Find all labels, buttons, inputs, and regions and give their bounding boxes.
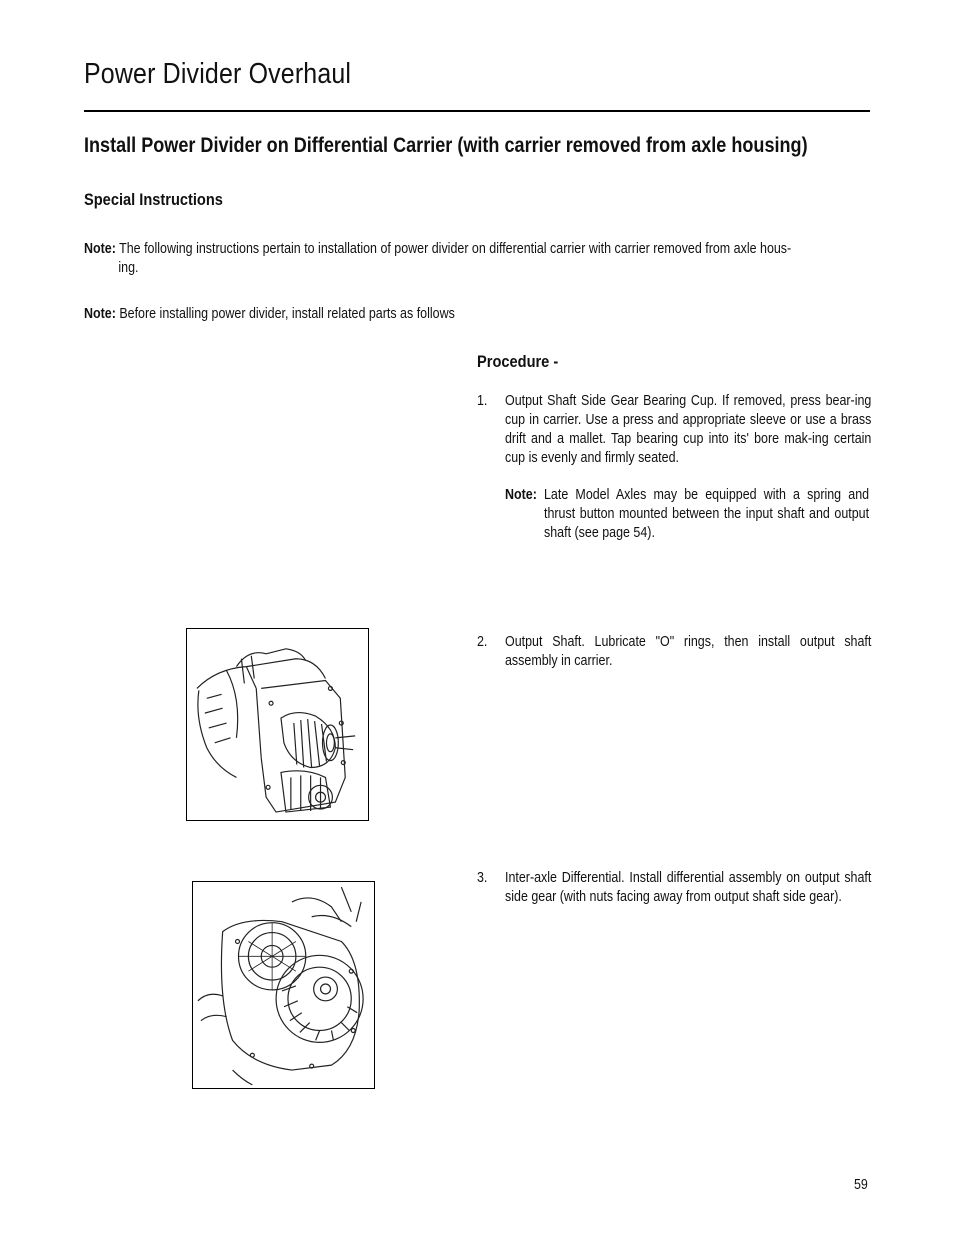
step-text: Output Shaft. Lubricate "O" rings, then install output shaft assembly in carrier. bbox=[505, 634, 872, 669]
note-related-parts bbox=[84, 305, 870, 324]
note-text: Late Model Axles may be equipped with a spring and thrust button mounted between the input shaft and output shaft (see page 54). bbox=[544, 487, 870, 541]
page-title: Power Divider Overhaul bbox=[84, 58, 352, 90]
step-number: 3. bbox=[477, 870, 488, 886]
procedure-step-3 bbox=[477, 869, 870, 929]
inter-axle-differential-illustration bbox=[192, 881, 375, 1089]
output-shaft-drawing bbox=[187, 629, 368, 820]
procedure-step-2 bbox=[477, 633, 870, 673]
note-text-continued: ing. bbox=[118, 260, 139, 276]
page-number: 59 bbox=[854, 1177, 868, 1193]
special-instructions-heading: Special Instructions bbox=[84, 190, 223, 209]
step-number: 2. bbox=[477, 634, 488, 650]
output-shaft-illustration bbox=[186, 628, 369, 821]
procedure-heading: Procedure - bbox=[477, 352, 559, 371]
procedure-step-1 bbox=[477, 392, 870, 472]
step-text: Output Shaft Side Gear Bearing Cup. If removed, press bear-ing cup in carrier. Use a press and appropriate sleeve or use a brass drift and a mallet. Tap bearing cup into its' bore mak-ing certain cup is evenly and firmly seated. bbox=[505, 393, 872, 466]
note-text: Before installing power divider, install related parts as follows bbox=[119, 306, 455, 322]
step-text: Inter-axle Differential. Install differential assembly on output shaft side gear (with nuts facing away from output shaft side gear). bbox=[505, 870, 872, 905]
note-label: Note: bbox=[84, 241, 116, 257]
note-carrier-removed bbox=[84, 240, 870, 278]
inter-axle-differential-drawing bbox=[193, 882, 374, 1088]
step-1-note bbox=[505, 486, 870, 546]
step-number: 1. bbox=[477, 393, 488, 409]
note-label: Note: bbox=[84, 306, 116, 322]
title-divider bbox=[84, 110, 870, 112]
note-label: Note: bbox=[505, 487, 537, 503]
section-heading: Install Power Divider on Differential Carrier (with carrier removed from axle housing) bbox=[84, 134, 808, 157]
note-text: The following instructions pertain to installation of power divider on differential carrier with carrier removed from axle hous- bbox=[119, 241, 792, 257]
